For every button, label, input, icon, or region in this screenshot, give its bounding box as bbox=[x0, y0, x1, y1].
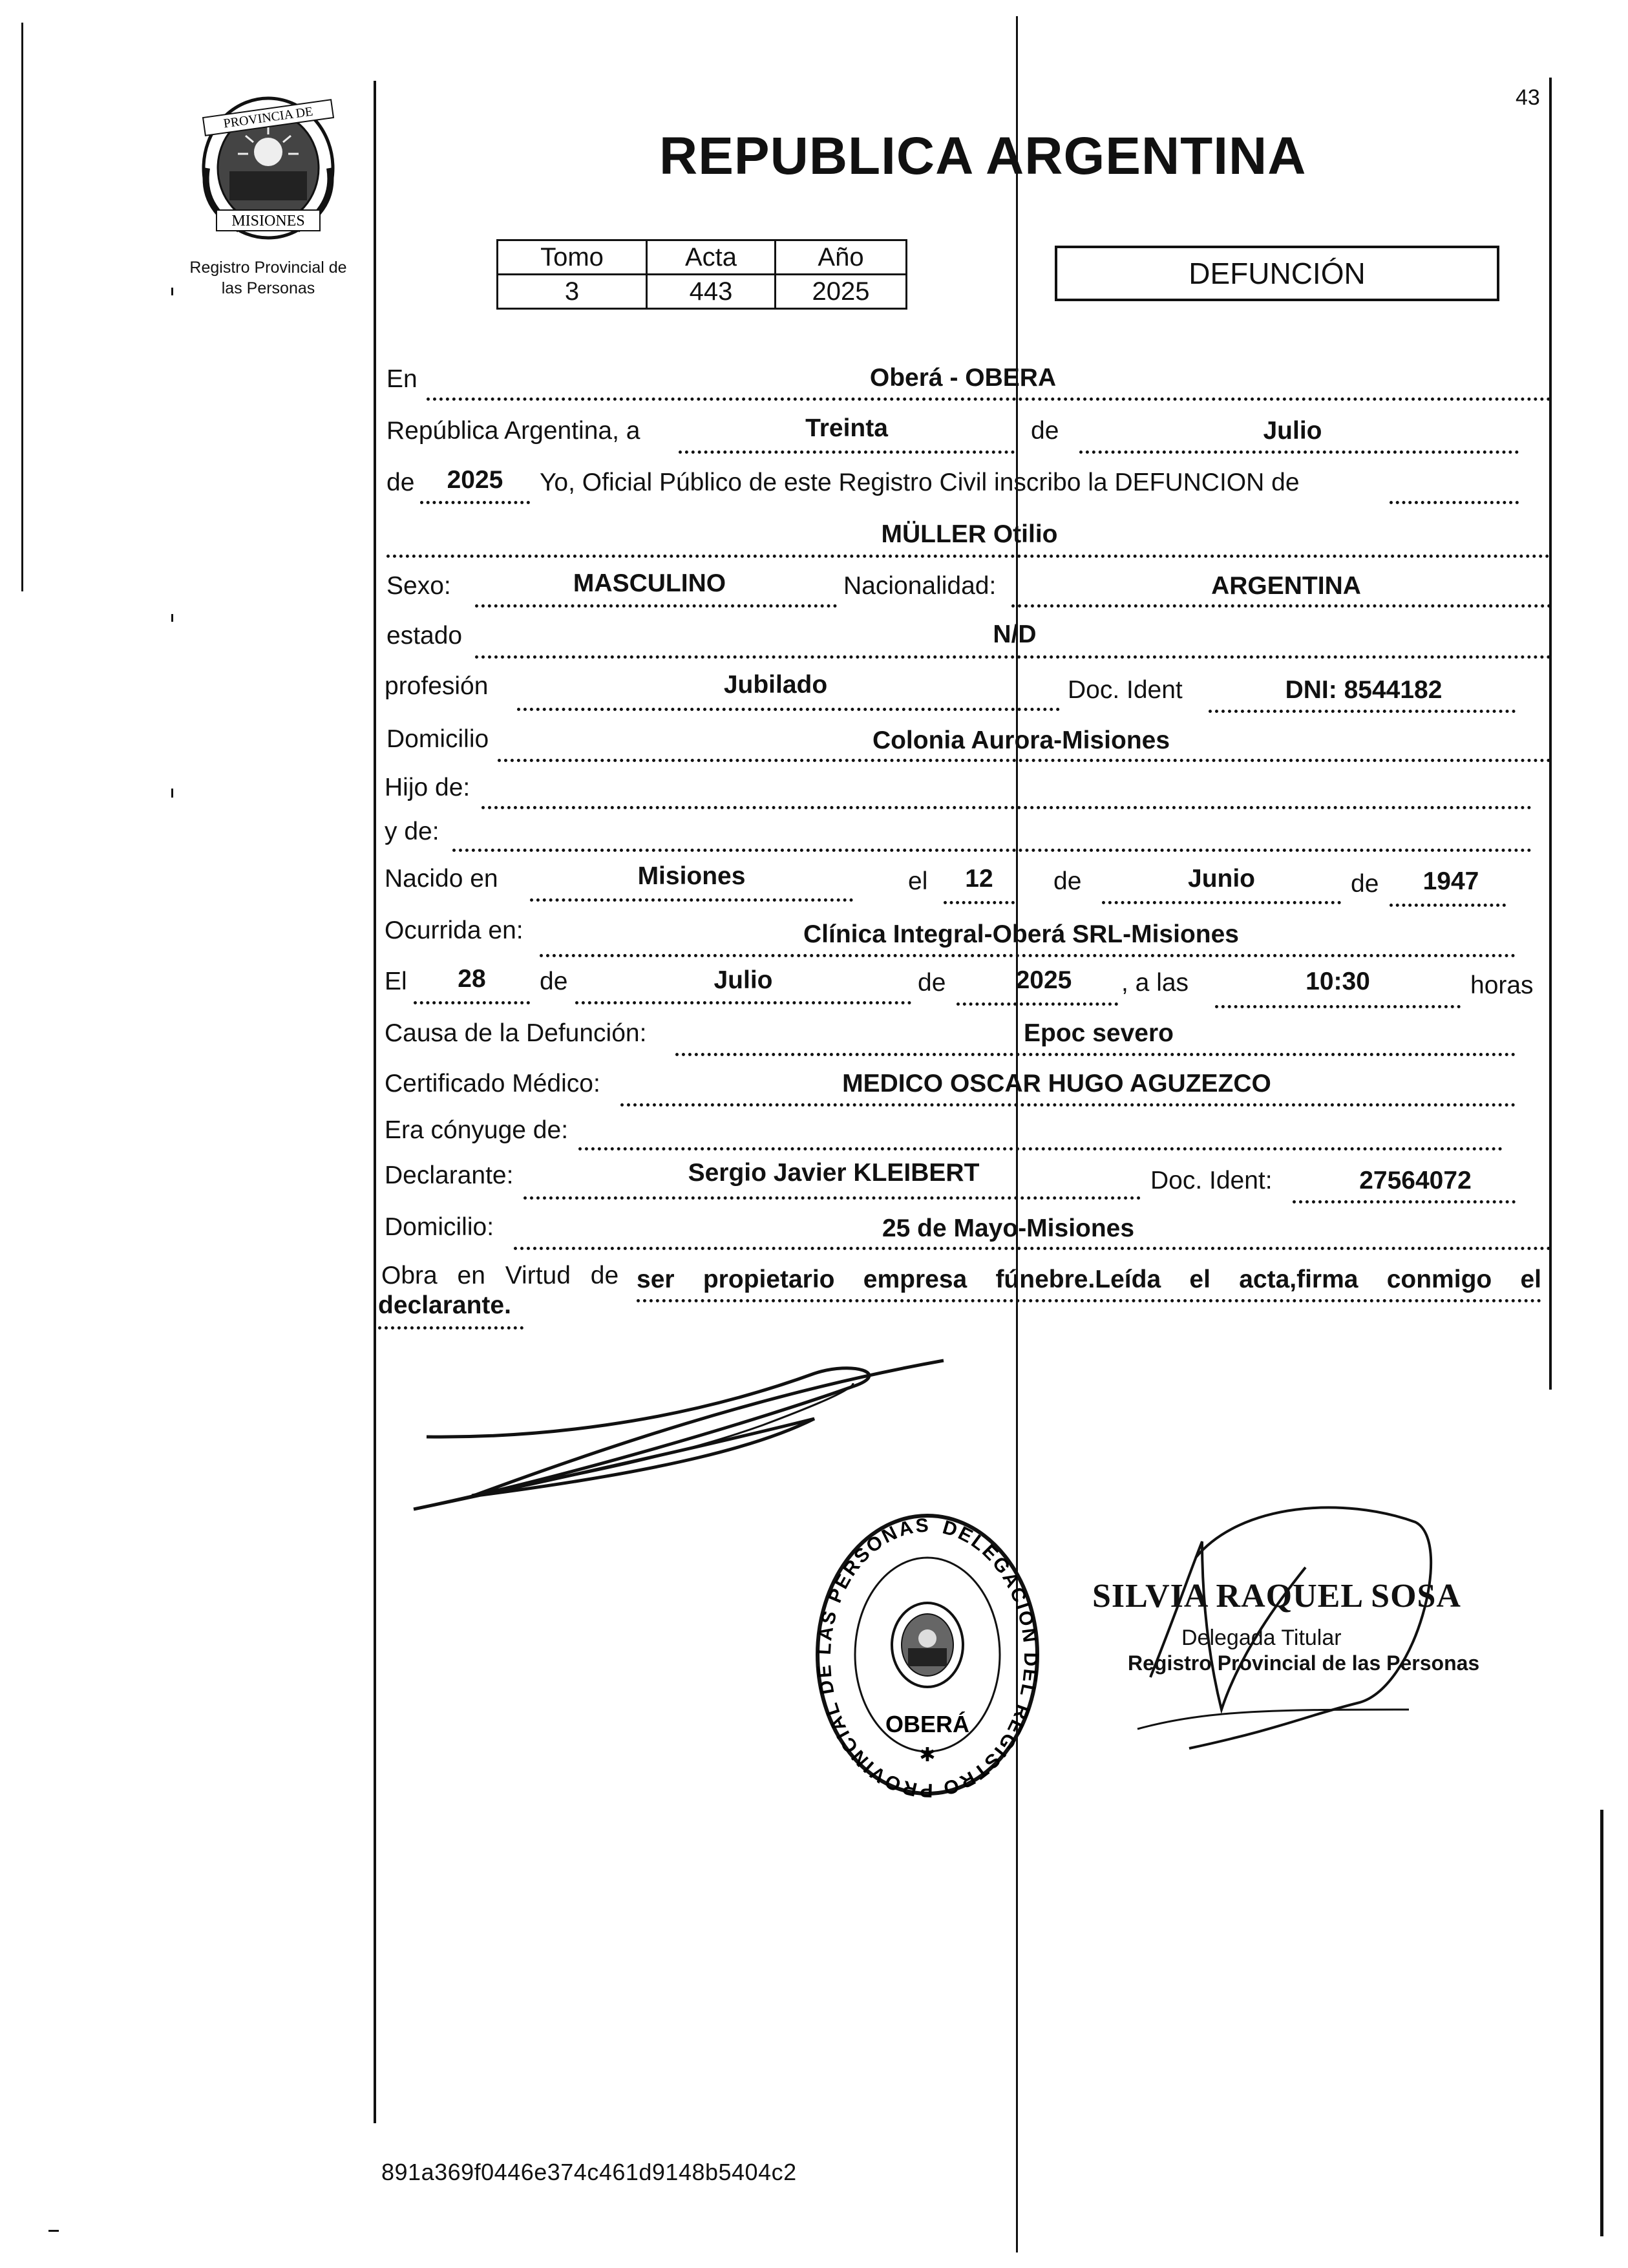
record-table bbox=[496, 239, 907, 310]
decl-domicilio-label: Domicilio: bbox=[385, 1213, 494, 1241]
declarant-signature bbox=[401, 1348, 969, 1516]
scan-mark bbox=[171, 288, 173, 295]
domicilio-value: Colonia Aurora-Misiones bbox=[872, 726, 1170, 754]
record-table-header-row bbox=[498, 240, 907, 275]
ocurrida-value: Clínica Integral-Oberá SRL-Misiones bbox=[803, 920, 1239, 948]
record-table-value-row bbox=[498, 275, 907, 309]
row-name bbox=[0, 517, 1628, 562]
nacionalidad-line bbox=[1011, 604, 1551, 608]
crest-caption-line2: las Personas bbox=[221, 279, 315, 297]
estado-label: estado bbox=[386, 622, 463, 650]
decl-domicilio-value: 25 de Mayo-Misiones bbox=[882, 1214, 1135, 1242]
nac-mes-value: Junio bbox=[1188, 865, 1255, 893]
certificado-line bbox=[620, 1103, 1516, 1107]
mes-line bbox=[1079, 450, 1519, 454]
acta-header: Acta bbox=[647, 240, 776, 275]
row-fecha-defuncion bbox=[0, 965, 1628, 1013]
hora-line bbox=[1215, 1005, 1461, 1008]
sexo-value: MASCULINO bbox=[573, 569, 726, 597]
de-label: de bbox=[1031, 417, 1059, 445]
decl-doc-value: 27564072 bbox=[1359, 1167, 1472, 1194]
dia-line bbox=[679, 450, 1015, 454]
domicilio-label: Domicilio bbox=[386, 725, 489, 753]
nac-dia-line bbox=[944, 901, 1015, 904]
causa-label: Causa de la Defunción: bbox=[385, 1019, 647, 1047]
dia-value: Treinta bbox=[805, 414, 888, 442]
row-hijo bbox=[0, 774, 1628, 819]
certificado-label: Certificado Médico: bbox=[385, 1070, 600, 1097]
de2-label: de bbox=[386, 469, 415, 496]
profesion-label: profesión bbox=[385, 672, 489, 700]
hijo-line bbox=[481, 806, 1532, 809]
yde-label: y de: bbox=[385, 818, 439, 845]
inscribo-line bbox=[1390, 501, 1519, 504]
row-place bbox=[0, 365, 1628, 410]
tomo-header: Tomo bbox=[498, 240, 647, 275]
deceased-name: MÜLLER Otilio bbox=[881, 520, 1058, 548]
anio-header: Año bbox=[776, 240, 907, 275]
doc-line bbox=[1209, 710, 1516, 713]
causa-value: Epoc severo bbox=[1024, 1019, 1174, 1047]
horas-label: horas bbox=[1470, 971, 1534, 999]
en-line bbox=[427, 397, 1551, 401]
acta-value: 443 bbox=[647, 275, 776, 309]
record-type-box: DEFUNCIÓN bbox=[1055, 246, 1499, 301]
scan-mark bbox=[48, 2230, 59, 2232]
seal-star-icon: ✱ bbox=[919, 1744, 936, 1766]
mes-value: Julio bbox=[1263, 417, 1322, 445]
anio-year-value: 2025 bbox=[447, 466, 503, 494]
nacido-line bbox=[530, 898, 853, 902]
right-lower-line bbox=[1600, 1810, 1603, 2236]
row-estado bbox=[0, 622, 1628, 667]
obra-value-line1: ser propietario empresa fúnebre.Leída el acta,firma conmigo el bbox=[637, 1266, 1541, 1293]
inscribo-text: Yo, Oficial Público de este Registro Civil inscribo la DEFUNCION de bbox=[540, 469, 1300, 496]
def-dia-line bbox=[414, 1001, 530, 1004]
obra-line2 bbox=[378, 1326, 523, 1330]
nac-de-label: de bbox=[1053, 867, 1082, 895]
nacionalidad-label: Nacionalidad: bbox=[843, 572, 997, 600]
declarante-value: Sergio Javier KLEIBERT bbox=[688, 1159, 980, 1187]
def-anio-line bbox=[957, 1002, 1118, 1006]
svg-text:PROVINCIA DE: PROVINCIA DE bbox=[222, 104, 314, 131]
row-inscribo bbox=[0, 466, 1628, 514]
ocurrida-label: Ocurrida en: bbox=[385, 917, 523, 944]
hora-value: 10:30 bbox=[1306, 968, 1370, 995]
page-title: REPUBLICA ARGENTINA bbox=[659, 127, 1307, 185]
seal-crest-icon bbox=[892, 1603, 963, 1687]
el-label: el bbox=[908, 867, 928, 895]
def-mes-line bbox=[575, 1001, 911, 1004]
scan-mark bbox=[171, 614, 173, 622]
row-domicilio bbox=[0, 725, 1628, 770]
doc-value: DNI: 8544182 bbox=[1285, 676, 1443, 704]
sexo-line bbox=[475, 604, 837, 608]
row-causa bbox=[0, 1019, 1628, 1065]
decl-doc-line bbox=[1293, 1200, 1516, 1203]
yde-line bbox=[452, 849, 1532, 852]
hijo-label: Hijo de: bbox=[385, 774, 470, 801]
official-office: Registro Provincial de las Personas bbox=[1128, 1651, 1480, 1675]
row-yde bbox=[0, 818, 1628, 863]
domicilio-line bbox=[498, 759, 1551, 762]
crest-caption bbox=[165, 257, 372, 299]
republica-label: República Argentina, a bbox=[386, 417, 640, 445]
alas-label: , a las bbox=[1121, 969, 1189, 997]
nac-mes-line bbox=[1102, 901, 1341, 904]
causa-line bbox=[675, 1053, 1516, 1056]
certificado-value: MEDICO OSCAR HUGO AGUZEZCO bbox=[842, 1070, 1271, 1097]
tomo-value: 3 bbox=[498, 275, 647, 309]
nacionalidad-value: ARGENTINA bbox=[1211, 572, 1361, 600]
province-crest-icon bbox=[194, 90, 343, 246]
name-line bbox=[386, 555, 1550, 558]
estado-line bbox=[475, 655, 1551, 659]
row-date bbox=[0, 414, 1628, 462]
profesion-value: Jubilado bbox=[723, 671, 828, 699]
nacido-label: Nacido en bbox=[385, 865, 498, 893]
declarante-line bbox=[523, 1196, 1141, 1200]
def-dia-value: 28 bbox=[458, 965, 486, 993]
row-obra bbox=[0, 1262, 1628, 1339]
conyuge-line bbox=[578, 1147, 1503, 1150]
document-hash: 891a369f0446e374c461d9148b5404c2 bbox=[381, 2159, 797, 2185]
scan-mark bbox=[171, 789, 173, 798]
doc-label: Doc. Ident bbox=[1068, 676, 1183, 704]
def-anio-value: 2025 bbox=[1015, 966, 1072, 994]
svg-text:DELEGACION DEL REGISTRO PROVIN: DELEGACION DEL REGISTRO PROVINCIAL DE LAS PERSONAS bbox=[813, 1514, 1042, 1801]
row-sex bbox=[0, 569, 1628, 617]
ocurrida-line bbox=[540, 954, 1516, 957]
estado-value: N/D bbox=[993, 620, 1037, 648]
row-declarante bbox=[0, 1161, 1628, 1207]
row-conyuge bbox=[0, 1116, 1628, 1161]
en-label: En bbox=[386, 365, 418, 393]
anio-value: 2025 bbox=[776, 275, 907, 309]
nac-anio-line bbox=[1390, 904, 1506, 907]
obra-line1 bbox=[637, 1299, 1541, 1302]
official-seal bbox=[811, 1506, 1044, 1803]
anio-line bbox=[420, 501, 530, 504]
decl-domicilio-line bbox=[514, 1247, 1551, 1250]
row-profesion bbox=[0, 672, 1628, 717]
row-ocurrida bbox=[0, 917, 1628, 962]
nacido-value: Misiones bbox=[637, 862, 746, 890]
row-nacido bbox=[0, 862, 1628, 910]
row-certificado bbox=[0, 1070, 1628, 1115]
page-number: 43 bbox=[1516, 85, 1540, 110]
nac-anio-value: 1947 bbox=[1422, 867, 1479, 895]
def-de2-label: de bbox=[918, 969, 946, 997]
decl-doc-label: Doc. Ident: bbox=[1150, 1167, 1273, 1194]
row-decl-domicilio bbox=[0, 1213, 1628, 1258]
svg-text:OBERÁ: OBERÁ bbox=[885, 1711, 970, 1737]
El-label: El bbox=[385, 968, 407, 995]
def-mes-value: Julio bbox=[714, 966, 773, 994]
svg-text:MISIONES: MISIONES bbox=[231, 213, 305, 229]
declarante-label: Declarante: bbox=[385, 1161, 514, 1189]
nac-de2-label: de bbox=[1351, 870, 1379, 898]
official-role: Delegada Titular bbox=[1181, 1626, 1342, 1650]
official-name: SILVIA RAQUEL SOSA bbox=[1092, 1578, 1461, 1615]
profesion-line bbox=[517, 708, 1060, 711]
conyuge-label: Era cónyuge de: bbox=[385, 1116, 569, 1144]
def-de-label: de bbox=[540, 968, 568, 995]
en-value: Oberá - OBERA bbox=[869, 364, 1057, 392]
obra-value-line2: declarante. bbox=[378, 1291, 511, 1319]
crest-caption-line1: Registro Provincial de bbox=[189, 259, 347, 277]
obra-label: Obra en Virtud de bbox=[381, 1262, 619, 1289]
sexo-label: Sexo: bbox=[386, 572, 451, 600]
nac-dia-value: 12 bbox=[965, 865, 993, 893]
